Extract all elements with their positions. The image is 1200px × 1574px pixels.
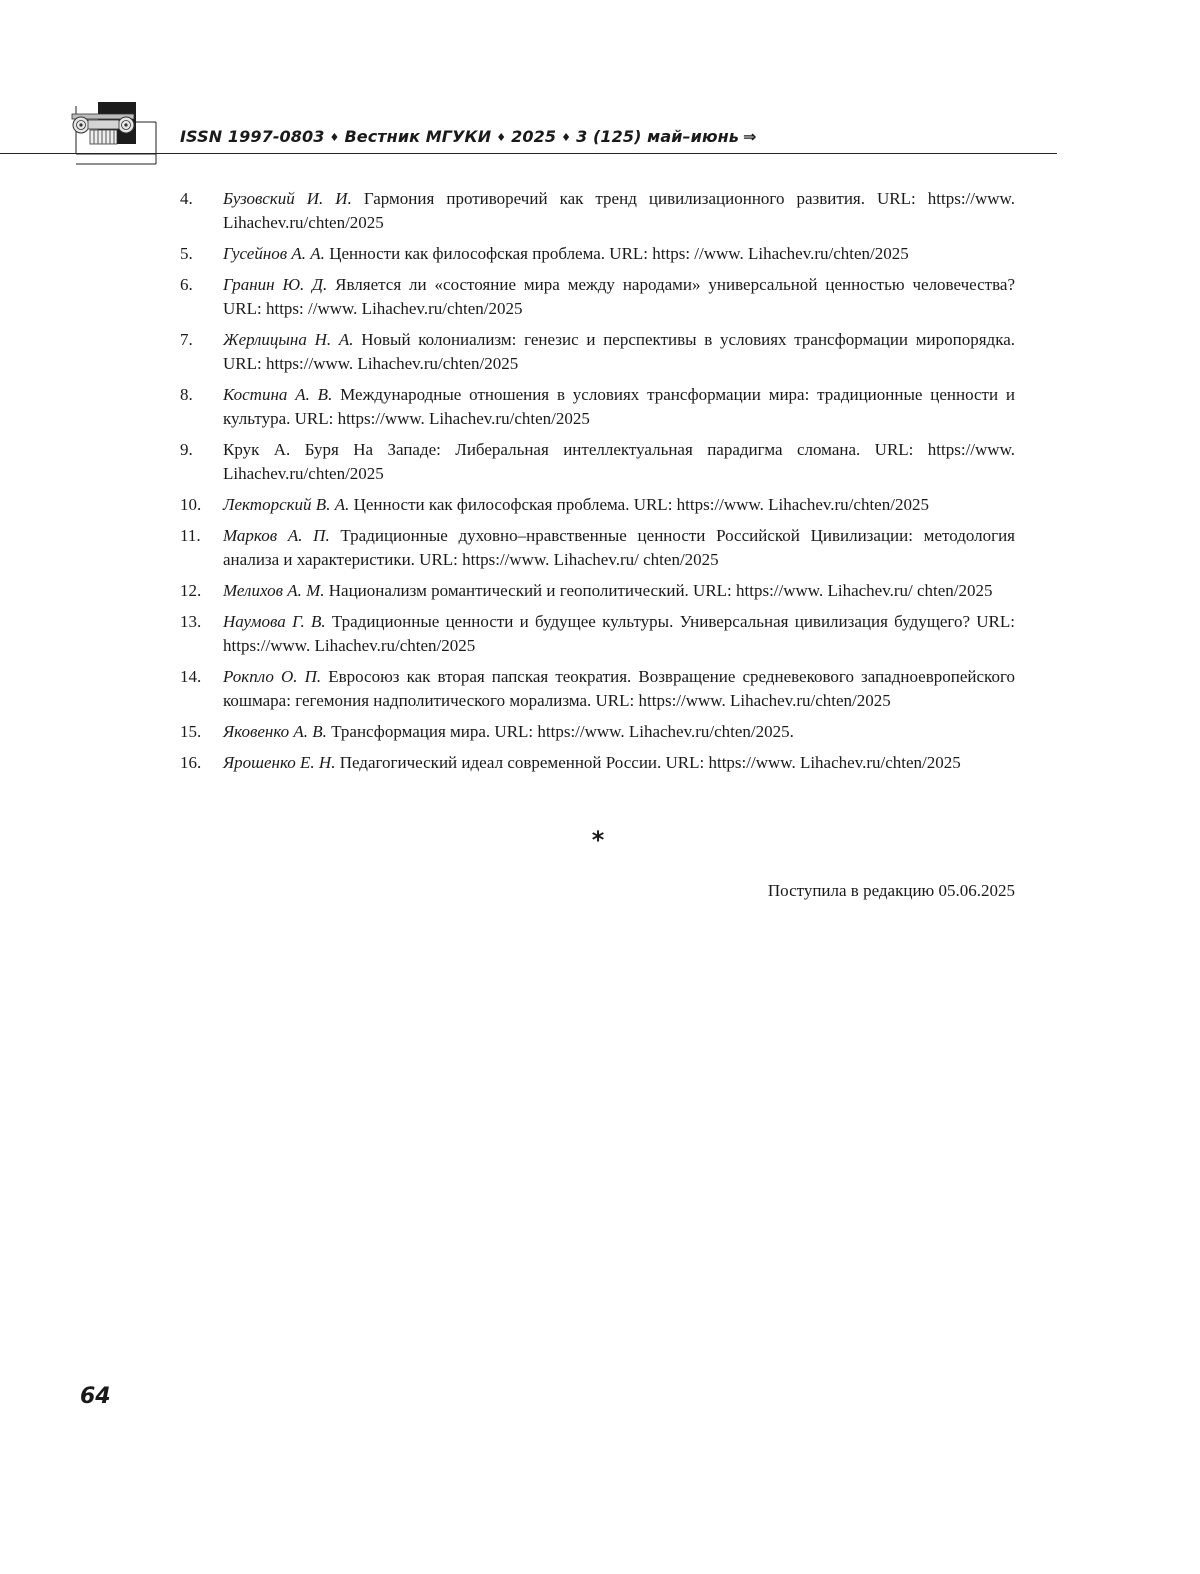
- journal-title: Вестник МГУКИ: [344, 127, 492, 146]
- reference-text: [223, 720, 1015, 744]
- reference-number: 10.: [180, 495, 202, 514]
- reference-text: [223, 610, 1015, 658]
- reference-text: [223, 751, 1015, 775]
- separator-diamond: ♦: [496, 131, 507, 144]
- reference-item: [180, 579, 1015, 603]
- reference-number: 14.: [180, 667, 202, 686]
- end-asterisk: *: [591, 826, 605, 854]
- reference-item: [180, 273, 1015, 321]
- issue-year: 2025: [511, 127, 557, 146]
- reference-author: Лекторский В. А.: [223, 495, 350, 514]
- reference-text: [223, 383, 1015, 431]
- reference-number: 4.: [180, 189, 193, 208]
- reference-number: 5.: [180, 244, 193, 263]
- reference-text: [223, 665, 1015, 713]
- reference-number: 13.: [180, 612, 202, 631]
- reference-author: Бузовский И. И.: [223, 189, 352, 208]
- reference-text: [223, 438, 1015, 486]
- reference-title: Крук А. Буря На Западе: Либеральная интеллектуальная парадигма сломана. URL: https://www. Lihachev.ru/chten/2025: [223, 440, 1015, 483]
- reference-author: Наумова Г. В.: [223, 612, 326, 631]
- reference-title: Ценности как философская проблема. URL: https://www. Lihachev.ru/chten/2025: [349, 495, 929, 514]
- reference-item: [180, 242, 1015, 266]
- reference-title: Евросоюз как вторая папская теократия. Возвращение средневекового западноевропейского кошмара: гегемония надполитического морализма. URL: https://www. Lihachev.ru/chten/2025: [223, 667, 1015, 710]
- reference-title: Ценности как философская проблема. URL: https: //www. Lihachev.ru/chten/2025: [324, 244, 909, 263]
- reference-item: [180, 187, 1015, 235]
- reference-number: 12.: [180, 581, 202, 600]
- issn: ISSN 1997-0803: [180, 127, 325, 146]
- reference-title: Традиционные духовно–нравственные ценности Российской Цивилизации: методология анализа и характеристики. URL: https://www. Lihachev.ru/ chten/2025: [223, 526, 1015, 569]
- reference-author: Гусейнов А. А.: [223, 244, 325, 263]
- reference-list: [180, 187, 1015, 782]
- reference-number: 7.: [180, 330, 193, 349]
- reference-item: [180, 665, 1015, 713]
- running-header: [0, 0, 1200, 170]
- reference-item: [180, 493, 1015, 517]
- reference-title: Является ли «состояние мира между народами» универсальной ценностью человечества? URL: https: //www. Lihachev.ru/chten/2025: [223, 275, 1015, 318]
- reference-text: [223, 273, 1015, 321]
- separator-diamond: ♦: [561, 131, 572, 144]
- header-rule: [0, 153, 1057, 154]
- reference-item: [180, 438, 1015, 486]
- reference-text: [223, 493, 1015, 517]
- reference-item: [180, 383, 1015, 431]
- reference-text: [223, 579, 1015, 603]
- double-arrow-right-icon: ⇒: [743, 127, 757, 146]
- reference-author: Жерлицына Н. А.: [223, 330, 354, 349]
- page-number: 64: [80, 1384, 111, 1409]
- reference-number: 11.: [180, 526, 201, 545]
- reference-item: [180, 610, 1015, 658]
- separator-diamond: ♦: [329, 131, 340, 144]
- reference-number: 15.: [180, 722, 202, 741]
- issue-number: 3 (125) май–июнь: [576, 127, 739, 146]
- reference-author: Яковенко А. В.: [223, 722, 327, 741]
- reference-title: Международные отношения в условиях трансформации мира: традиционные ценности и культура. URL: https://www. Lihachev.ru/chten/2025: [223, 385, 1016, 428]
- reference-text: [223, 328, 1015, 376]
- reference-text: [223, 524, 1015, 572]
- reference-number: 9.: [180, 440, 193, 459]
- reference-item: [180, 751, 1015, 775]
- reference-title: Педагогический идеал современной России. URL: https://www. Lihachev.ru/chten/2025: [335, 753, 961, 772]
- reference-item: [180, 524, 1015, 572]
- reference-title: Национализм романтический и геополитический. URL: https://www. Lihachev.ru/ chten/2025: [324, 581, 993, 600]
- received-date: Поступила в редакцию 05.06.2025: [767, 881, 1015, 900]
- reference-title: Гармония противоречий как тренд цивилизационного развития. URL: https://www. Lihachev.ru/chten/2025: [223, 189, 1015, 232]
- reference-author: Ярошенко Е. Н.: [223, 753, 336, 772]
- reference-author: Костина А. В.: [223, 385, 333, 404]
- reference-item: [180, 328, 1015, 376]
- reference-text: [223, 242, 1015, 266]
- reference-author: Марков А. П.: [223, 526, 330, 545]
- reference-author: Мелихов А. М.: [223, 581, 325, 600]
- reference-author: Рокпло О. П.: [223, 667, 322, 686]
- reference-author: Гранин Ю. Д.: [223, 275, 328, 294]
- reference-number: 6.: [180, 275, 193, 294]
- reference-number: 16.: [180, 753, 202, 772]
- reference-item: [180, 720, 1015, 744]
- reference-text: [223, 187, 1015, 235]
- reference-title: Трансформация мира. URL: https://www. Lihachev.ru/chten/2025.: [326, 722, 794, 741]
- reference-number: 8.: [180, 385, 193, 404]
- journal-header: [180, 127, 757, 146]
- reference-title: Новый колониализм: генезис и перспективы в условиях трансформации миропорядка. URL: https://www. Lihachev.ru/chten/2025: [223, 330, 1015, 373]
- ionic-column-capital-icon: [68, 100, 158, 166]
- reference-title: Традиционные ценности и будущее культуры. Универсальная цивилизация будущего? URL: https://www. Lihachev.ru/chten/2025: [223, 612, 1015, 655]
